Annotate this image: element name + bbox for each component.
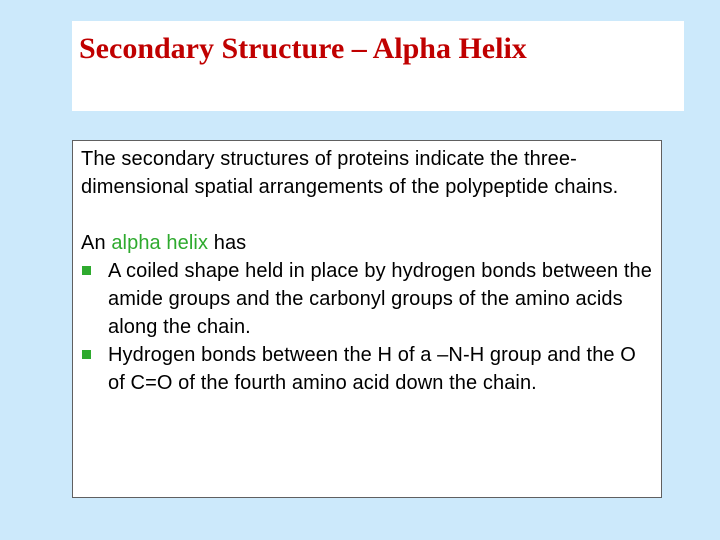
content-body xyxy=(81,145,657,397)
bullet-text: A coiled shape held in place by hydrogen bonds between the amide groups and the carbonyl groups of the amino acids along the chain. xyxy=(108,260,652,338)
title-box xyxy=(72,21,684,111)
intro-paragraph: The secondary structures of proteins indicate the three-dimensional spatial arrangements of the polypeptide chains. xyxy=(81,148,619,198)
bullet-text: Hydrogen bonds between the H of a –N-H group and the O of C=O of the fourth amino acid down the chain. xyxy=(108,344,636,394)
alpha-helix-intro xyxy=(81,229,657,257)
intro-suffix: has xyxy=(208,232,247,254)
list-item xyxy=(81,257,657,341)
bullet-list xyxy=(81,257,657,397)
content-box xyxy=(72,140,662,498)
slide-title: Secondary Structure – Alpha Helix xyxy=(79,32,527,65)
list-item xyxy=(81,341,657,397)
square-bullet-icon xyxy=(82,266,91,275)
alpha-helix-term: alpha helix xyxy=(111,232,209,254)
intro-prefix: An xyxy=(81,232,112,254)
square-bullet-icon xyxy=(82,350,91,359)
paragraph-spacer xyxy=(81,201,657,229)
